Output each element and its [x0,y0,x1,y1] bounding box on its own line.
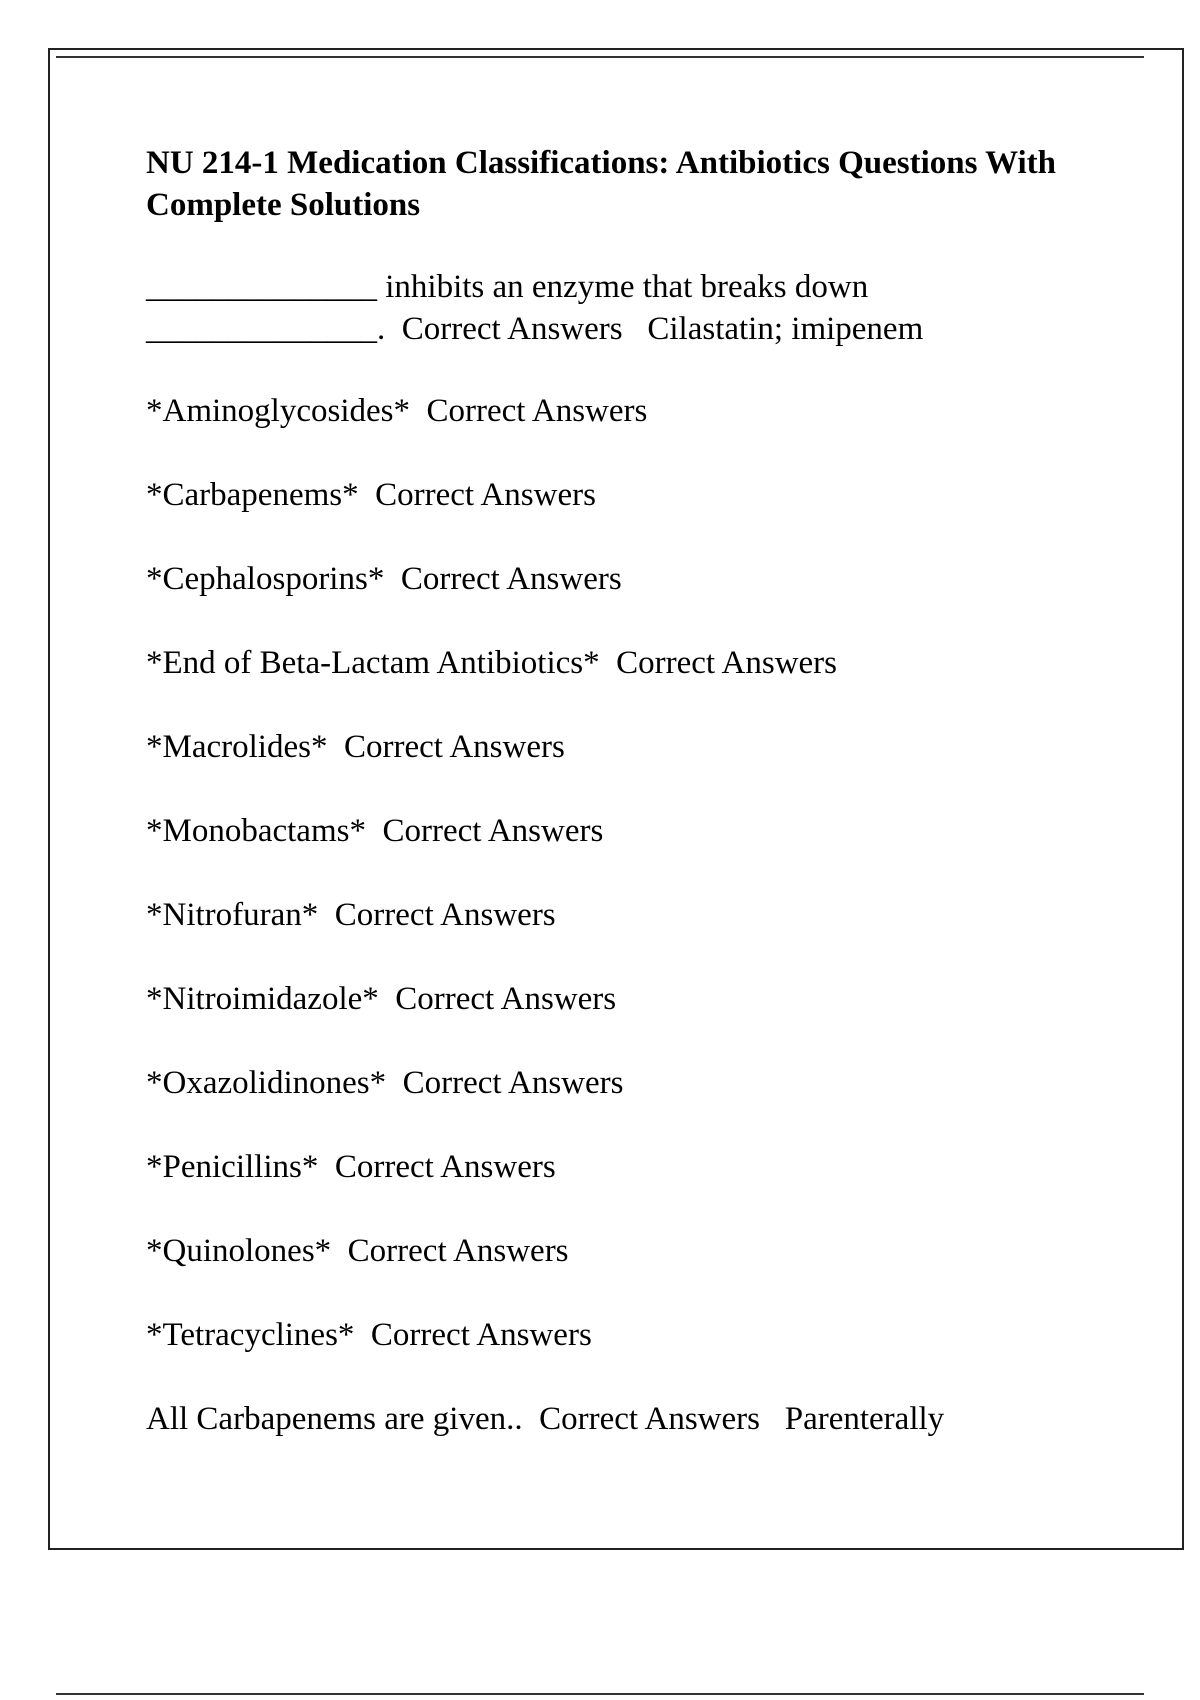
qa-item: All Carbapenems are given.. Correct Answers Parenterally [146,1401,945,1437]
qa-item: *Nitroimidazole* Correct Answers [146,981,617,1017]
document-body [146,142,1106,1482]
qa-item: *Macrolides* Correct Answers [146,729,565,765]
qa-item: *Oxazolidinones* Correct Answers [146,1065,624,1101]
qa-item: *Carbapenems* Correct Answers [146,477,596,513]
qa-item: *Quinolones* Correct Answers [146,1233,569,1269]
qa-item: *Monobactams* Correct Answers [146,813,604,849]
qa-item: *Nitrofuran* Correct Answers [146,897,556,933]
footer-rule [56,1693,1144,1695]
document-title: NU 214-1 Medication Classifications: Antibiotics Questions With Complete Solutions [146,145,1056,223]
qa-item: *Cephalosporins* Correct Answers [146,561,622,597]
qa-item: ______________ inhibits an enzyme that breaks down ______________. Correct Answers Cilastatin; imipenem [146,269,924,347]
qa-item: *Tetracyclines* Correct Answers [146,1317,592,1353]
qa-item: *End of Beta-Lactam Antibiotics* Correct Answers [146,645,838,681]
header-rule [56,56,1144,58]
qa-item: *Aminoglycosides* Correct Answers [146,393,648,429]
qa-item: *Penicillins* Correct Answers [146,1149,556,1185]
